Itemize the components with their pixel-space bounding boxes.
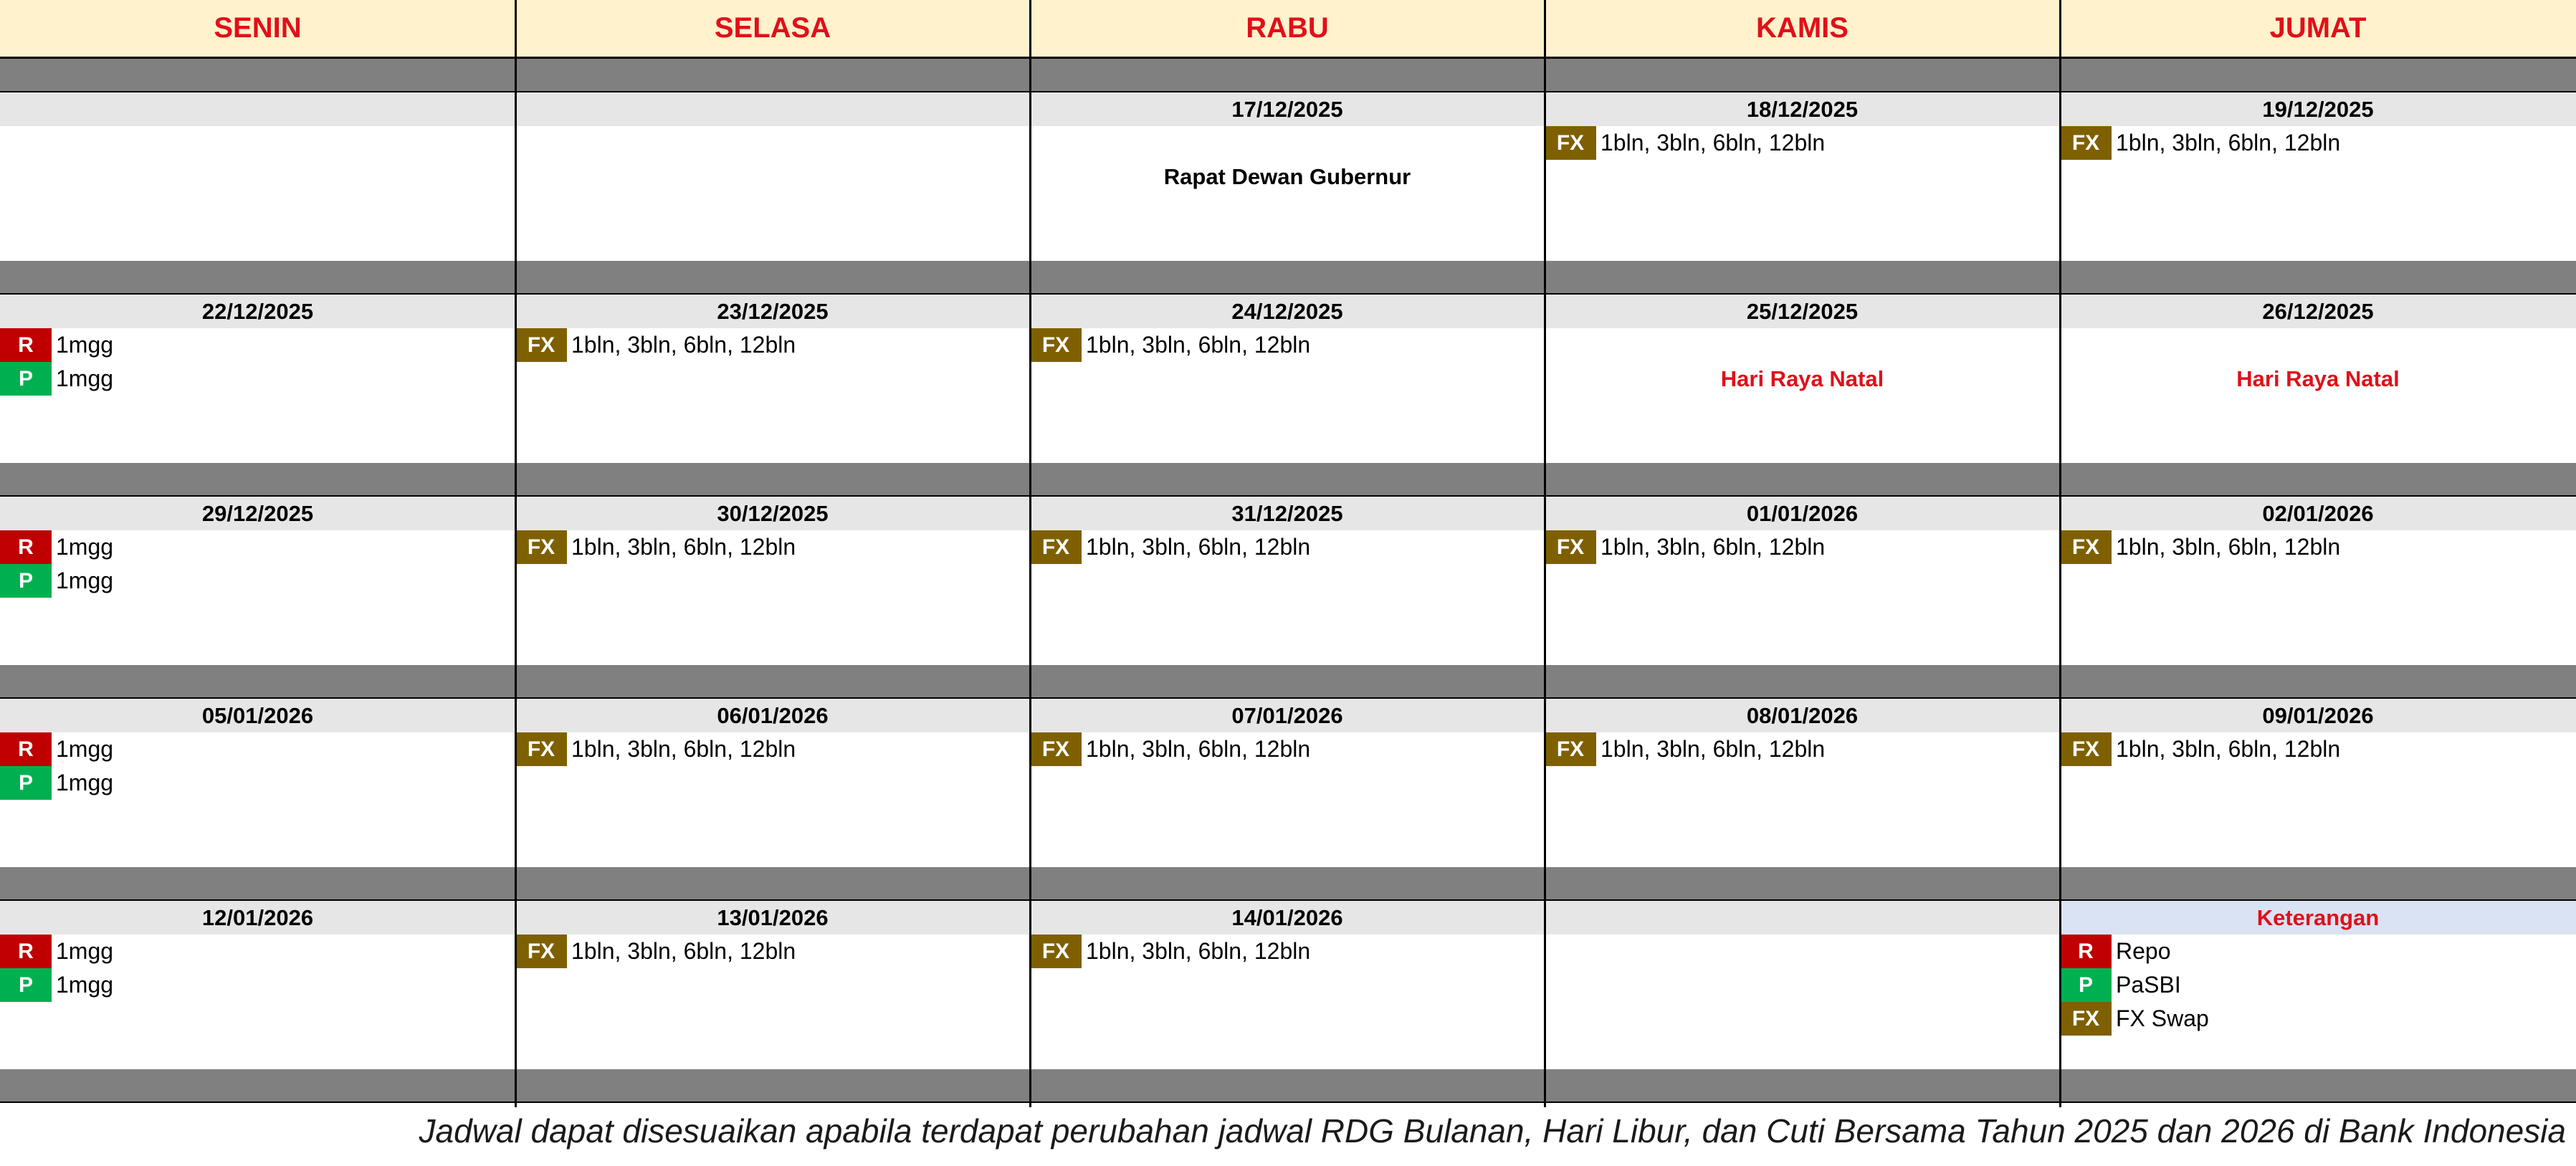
item-text: 1bln, 3bln, 6bln, 12bln xyxy=(2116,130,2341,156)
date-label: 22/12/2025 xyxy=(0,295,515,328)
date-label: 14/01/2026 xyxy=(1030,901,1545,935)
badge-fx: FX xyxy=(1545,732,1596,766)
date-label: 07/01/2026 xyxy=(1030,699,1545,732)
schedule-item xyxy=(1030,935,1310,968)
item-text: 1bln, 3bln, 6bln, 12bln xyxy=(2116,736,2341,762)
badge-r: R xyxy=(2060,935,2112,968)
column-divider xyxy=(2059,0,2061,1107)
day-header-rabu: RABU xyxy=(1030,0,1545,59)
date-label: 26/12/2025 xyxy=(2060,295,2576,328)
item-text: 1bln, 3bln, 6bln, 12bln xyxy=(571,534,796,560)
column-divider xyxy=(1544,0,1546,1107)
badge-fx: FX xyxy=(515,732,567,766)
schedule-item xyxy=(1030,732,1310,766)
date-label xyxy=(0,92,515,126)
holiday-label: Hari Raya Natal xyxy=(1720,365,1884,391)
date-label: 13/01/2026 xyxy=(515,901,1030,935)
date-label: 01/01/2026 xyxy=(1545,497,2060,530)
schedule-item xyxy=(2060,732,2340,766)
item-text: 1bln, 3bln, 6bln, 12bln xyxy=(1086,332,1311,358)
day-header-selasa: SELASA xyxy=(515,0,1030,59)
schedule-item xyxy=(2060,530,2340,564)
item-text: 1bln, 3bln, 6bln, 12bln xyxy=(2116,534,2341,560)
item-text: 1bln, 3bln, 6bln, 12bln xyxy=(1086,938,1311,964)
item-text: 1mgg xyxy=(56,568,114,593)
schedule-item xyxy=(1545,530,1825,564)
week-separator xyxy=(0,463,2576,497)
schedule-item xyxy=(515,328,796,362)
date-label xyxy=(515,92,1030,126)
badge-fx: FX xyxy=(1030,328,1082,362)
week-separator xyxy=(0,261,2576,295)
badge-fx: FX xyxy=(1545,530,1596,564)
schedule-item xyxy=(0,935,113,968)
item-text: 1bln, 3bln, 6bln, 12bln xyxy=(1601,736,1826,762)
schedule-item xyxy=(0,530,113,564)
badge-p: P xyxy=(2060,968,2112,1002)
date-label: 06/01/2026 xyxy=(515,699,1030,732)
schedule-item xyxy=(0,564,113,598)
schedule-item xyxy=(0,362,113,396)
item-text: 1bln, 3bln, 6bln, 12bln xyxy=(1086,736,1311,762)
item-text: 1bln, 3bln, 6bln, 12bln xyxy=(571,938,796,964)
date-label: 31/12/2025 xyxy=(1030,497,1545,530)
date-label: 05/01/2026 xyxy=(0,699,515,732)
item-text: 1mgg xyxy=(56,534,114,560)
column-divider xyxy=(515,0,517,1107)
item-text: 1bln, 3bln, 6bln, 12bln xyxy=(1086,534,1311,560)
week-separator xyxy=(0,665,2576,699)
date-label: 23/12/2025 xyxy=(515,295,1030,328)
date-label: 02/01/2026 xyxy=(2060,497,2576,530)
badge-fx: FX xyxy=(515,328,567,362)
badge-fx: FX xyxy=(515,935,567,968)
column-divider xyxy=(1029,0,1031,1107)
schedule-item xyxy=(2060,126,2340,160)
badge-r: R xyxy=(0,935,52,968)
schedule-item xyxy=(0,968,113,1002)
schedule-item xyxy=(1030,328,1310,362)
day-header-jumat: JUMAT xyxy=(2060,0,2576,59)
item-text: 1mgg xyxy=(56,332,114,358)
schedule-item xyxy=(1545,732,1825,766)
date-label: 30/12/2025 xyxy=(515,497,1030,530)
event-label: Rapat Dewan Gubernur xyxy=(1163,163,1411,189)
date-label: 29/12/2025 xyxy=(0,497,515,530)
schedule-item xyxy=(0,328,113,362)
legend-item xyxy=(2060,1002,2209,1036)
schedule-item xyxy=(1030,530,1310,564)
item-text: Repo xyxy=(2116,938,2171,964)
legend-title: Keterangan xyxy=(2060,901,2576,935)
badge-r: R xyxy=(0,530,52,564)
day-header-kamis: KAMIS xyxy=(1545,0,2060,59)
date-label: 08/01/2026 xyxy=(1545,699,2060,732)
badge-p: P xyxy=(0,766,52,800)
schedule-item xyxy=(515,530,796,564)
badge-r: R xyxy=(0,328,52,362)
badge-p: P xyxy=(0,362,52,396)
item-text: 1bln, 3bln, 6bln, 12bln xyxy=(1601,130,1826,156)
legend-item xyxy=(2060,968,2181,1002)
badge-fx: FX xyxy=(515,530,567,564)
week-separator xyxy=(0,1069,2576,1103)
item-text: 1mgg xyxy=(56,938,114,964)
schedule-item xyxy=(0,766,113,800)
item-text: 1mgg xyxy=(56,770,114,795)
footer-note: Jadwal dapat disesuaikan apabila terdapat perubahan jadwal RDG Bulanan, Hari Libur, dan Cuti Bersama Tahun 2025 dan 2026 di Bank Indonesia xyxy=(419,1112,2566,1150)
badge-fx: FX xyxy=(1030,530,1082,564)
date-label: 24/12/2025 xyxy=(1030,295,1545,328)
schedule-item xyxy=(0,732,113,766)
legend-item xyxy=(2060,935,2171,968)
badge-fx: FX xyxy=(1030,732,1082,766)
badge-fx: FX xyxy=(1030,935,1082,968)
badge-fx: FX xyxy=(2060,530,2112,564)
holiday-label: Hari Raya Natal xyxy=(2236,365,2400,391)
date-label xyxy=(1545,901,2060,935)
schedule-item xyxy=(515,732,796,766)
item-text: PaSBI xyxy=(2116,972,2181,998)
date-label: 17/12/2025 xyxy=(1030,92,1545,126)
week-separator xyxy=(0,867,2576,901)
day-header-senin: SENIN xyxy=(0,0,515,59)
date-label: 09/01/2026 xyxy=(2060,699,2576,732)
item-text: FX Swap xyxy=(2116,1005,2209,1031)
badge-fx: FX xyxy=(2060,1002,2112,1036)
date-label: 19/12/2025 xyxy=(2060,92,2576,126)
badge-fx: FX xyxy=(2060,126,2112,160)
item-text: 1bln, 3bln, 6bln, 12bln xyxy=(1601,534,1826,560)
date-label: 12/01/2026 xyxy=(0,901,515,935)
date-label: 18/12/2025 xyxy=(1545,92,2060,126)
badge-p: P xyxy=(0,564,52,598)
badge-r: R xyxy=(0,732,52,766)
schedule-item xyxy=(515,935,796,968)
date-label: 25/12/2025 xyxy=(1545,295,2060,328)
week-separator xyxy=(0,59,2576,92)
item-text: 1mgg xyxy=(56,972,114,998)
badge-p: P xyxy=(0,968,52,1002)
schedule-item xyxy=(1545,126,1825,160)
badge-fx: FX xyxy=(2060,732,2112,766)
badge-fx: FX xyxy=(1545,126,1596,160)
item-text: 1bln, 3bln, 6bln, 12bln xyxy=(571,332,796,358)
item-text: 1mgg xyxy=(56,736,114,762)
item-text: 1mgg xyxy=(56,365,114,391)
item-text: 1bln, 3bln, 6bln, 12bln xyxy=(571,736,796,762)
